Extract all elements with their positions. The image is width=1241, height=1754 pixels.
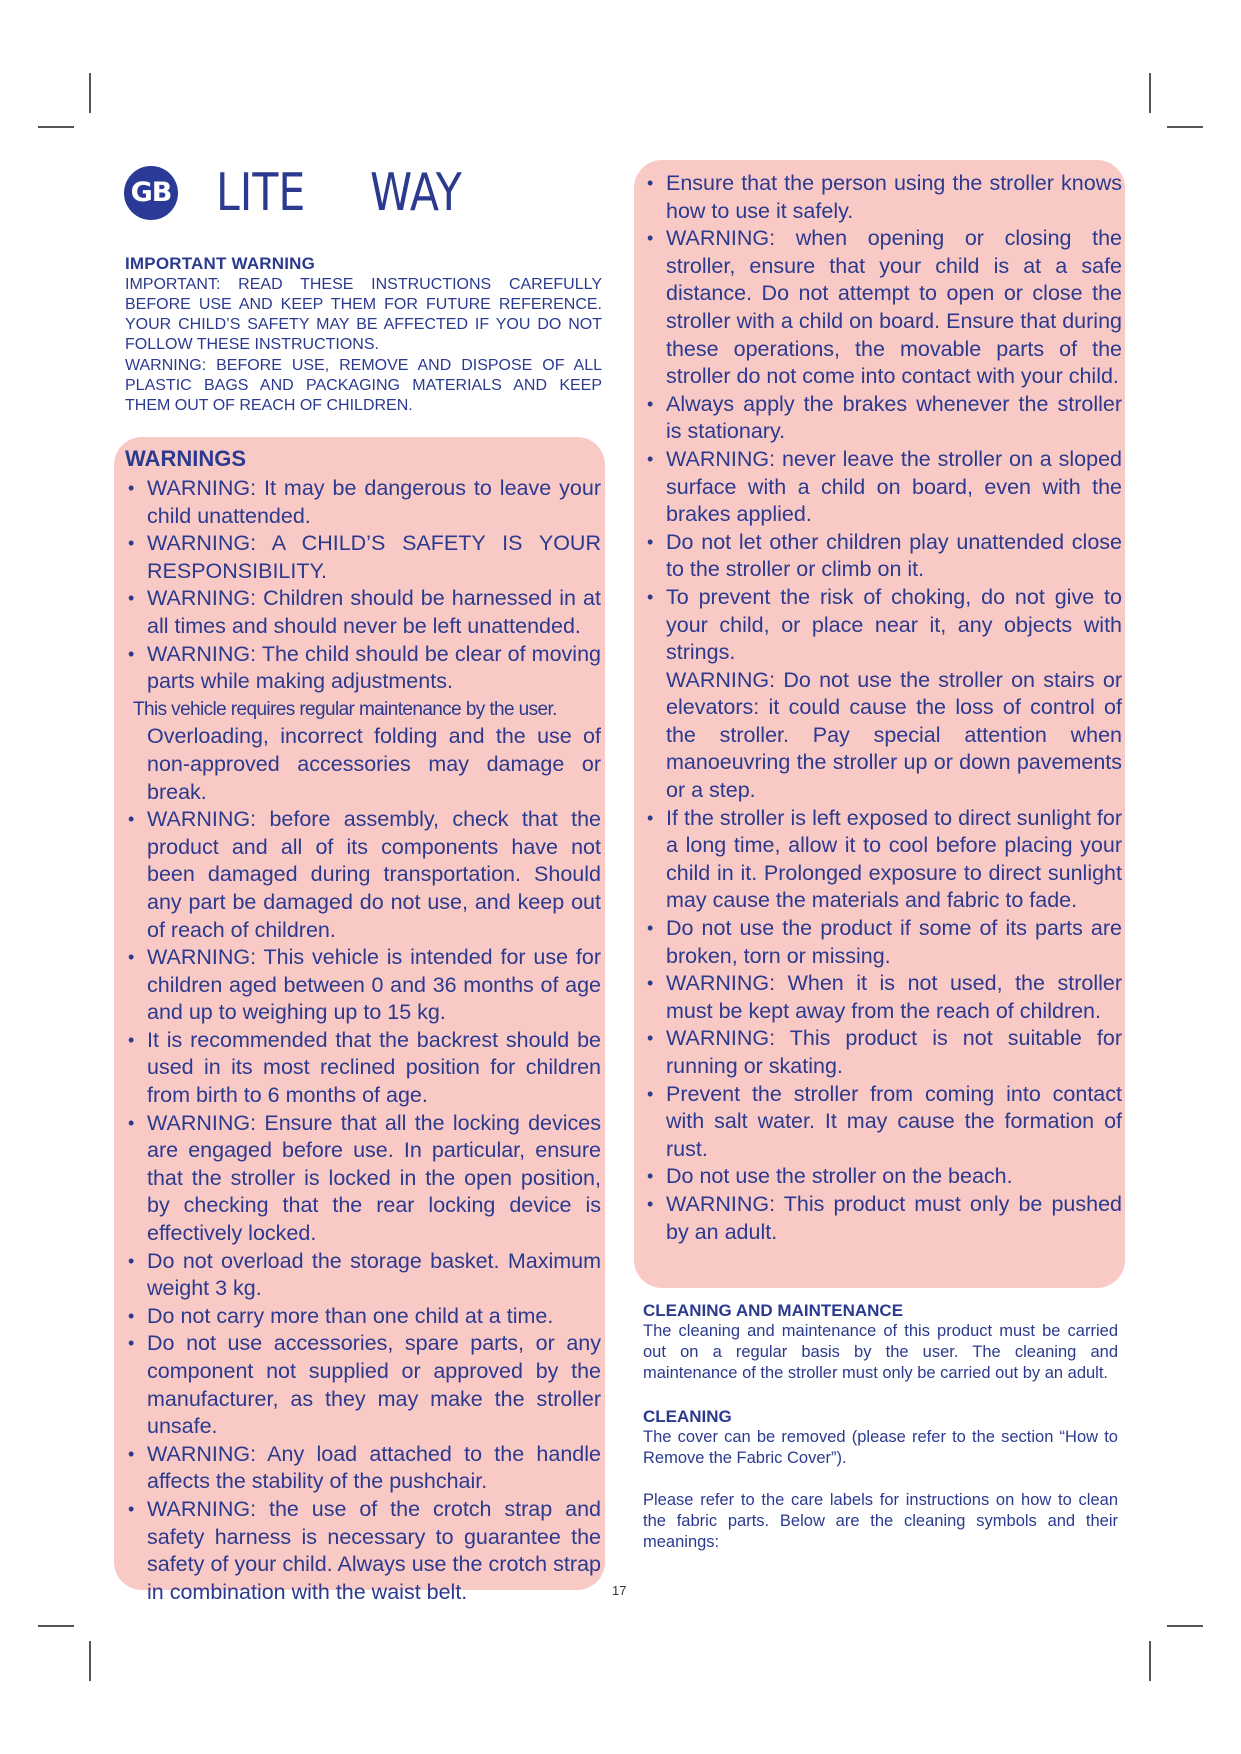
warning-item: • Prevent the stroller from coming into contact with salt water. It may cause the formation of rust. (644, 1081, 1122, 1164)
warning-item: WARNING: Do not use the stroller on stairs or elevators: it could cause the loss of control of the stroller. Pay special attention when manoeuvring the stroller up or down pavements or a step. (666, 667, 1122, 803)
warning-item: • WARNING: when opening or closing the stroller, ensure that your child is at a safe distance. Do not attempt to open or close the stroller with a child on board. Ensure that during these operations, the movable parts of the stroller do not come into contact with your child. (644, 225, 1122, 391)
warnings-box-left (114, 437, 605, 1604)
warning-item: This vehicle requires regular maintenance by the user. (133, 698, 557, 720)
warning-item: • WARNING: never leave the stroller on a sloped surface with a child on board, even with the brakes applied. (644, 446, 1122, 529)
warning-item: • WARNING: When it is not used, the stroller must be kept away from the reach of children. (644, 970, 1122, 1025)
important-warning-heading: IMPORTANT WARNING (125, 254, 316, 273)
important-warning-section (125, 254, 602, 417)
warning-item: • WARNING: before assembly, check that the product and all of its components have not been damaged during transportation. Should any part be damaged do not use, and keep out of reach of children. (125, 806, 601, 944)
warning-item: Overloading, incorrect folding and the use of non-approved accessories may damage or break. (147, 724, 601, 804)
product-title-part1: LITE (216, 163, 306, 223)
warnings-list-right (644, 170, 1122, 1246)
cleaning-text-1: The cover can be removed (please refer to the section “How to Remove the Fabric Cover”). (643, 1428, 1118, 1467)
crop-mark (89, 73, 91, 113)
cleaning-text-2: Please refer to the care labels for instructions on how to clean the fabric parts. Below are the cleaning symbols and their meanings: (643, 1491, 1118, 1551)
product-title-part2: WAY (370, 163, 462, 223)
warning-item: • WARNING: It may be dangerous to leave your child unattended. (125, 475, 601, 530)
warning-item: • WARNING: The child should be clear of moving parts while making adjustments. (125, 641, 601, 696)
important-warning-text-1: IMPORTANT: READ THESE INSTRUCTIONS CAREFULLY BEFORE USE AND KEEP THEM FOR FUTURE REFERENCE. YOUR CHILD’S SAFETY MAY BE AFFECTED IF YOU DO NOT FOLLOW THESE INSTRUCTIONS. (125, 276, 602, 353)
cleaning-maintenance-section (643, 1300, 1118, 1384)
crop-mark (1167, 126, 1203, 128)
crop-mark (1149, 1641, 1151, 1681)
warnings-box-right (634, 160, 1125, 1288)
crop-mark (89, 1641, 91, 1681)
warning-item: • To prevent the risk of choking, do not give to your child, or place near it, any objects with strings. (644, 584, 1122, 667)
crop-mark (1167, 1625, 1203, 1627)
warning-item: • WARNING: This product is not suitable for running or skating. (644, 1025, 1122, 1080)
warning-item: • WARNING: the use of the crotch strap and safety harness is necessary to guarantee the safety of your child. Always use the crotch strap in combination with the waist belt. (125, 1496, 601, 1606)
warning-item: • It is recommended that the backrest should be used in its most reclined position for children from birth to 6 months of age. (125, 1027, 601, 1110)
crop-mark (38, 1625, 74, 1627)
cleaning-maintenance-text: The cleaning and maintenance of this product must be carried out on a regular basis by the user. The cleaning and maintenance of the stroller must only be carried out by an adult. (643, 1322, 1118, 1382)
warnings-list-left (125, 475, 601, 1606)
warning-item: • If the stroller is left exposed to direct sunlight for a long time, allow it to cool before placing your child in it. Prolonged exposure to direct sunlight may cause the materials and fabric to fade. (644, 805, 1122, 915)
warnings-heading: WARNINGS (125, 446, 246, 471)
warning-item: • Always apply the brakes whenever the stroller is stationary. (644, 391, 1122, 446)
warning-item: • WARNING: A CHILD’S SAFETY IS YOUR RESPONSIBILITY. (125, 530, 601, 585)
warning-item: • WARNING: Any load attached to the handle affects the stability of the pushchair. (125, 1441, 601, 1496)
cleaning-maintenance-heading: CLEANING AND MAINTENANCE (643, 1301, 904, 1320)
page-number: 17 (612, 1583, 627, 1598)
warning-item: • WARNING: This product must only be pushed by an adult. (644, 1191, 1122, 1246)
crop-mark (1149, 73, 1151, 113)
warning-item: • Do not use the stroller on the beach. (644, 1163, 1122, 1191)
cleaning-section (643, 1406, 1118, 1553)
warning-item: • WARNING: Ensure that all the locking devices are engaged before use. In particular, ensure that the stroller is locked in the open position, by checking that the rear locking device is effectively locked. (125, 1110, 601, 1248)
important-warning-text-2: WARNING: BEFORE USE, REMOVE AND DISPOSE OF ALL PLASTIC BAGS AND PACKAGING MATERIALS AND KEEP THEM OUT OF REACH OF CHILDREN. (125, 357, 602, 414)
warning-item: • Do not carry more than one child at a time. (125, 1303, 601, 1331)
warning-item: • Ensure that the person using the stroller knows how to use it safely. (644, 170, 1122, 225)
warning-item: • Do not let other children play unattended close to the stroller or climb on it. (644, 529, 1122, 584)
crop-mark (38, 126, 74, 128)
warning-item: • Do not use accessories, spare parts, or any component not supplied or approved by the manufacturer, as they may make the stroller unsafe. (125, 1330, 601, 1440)
warning-item: • WARNING: This vehicle is intended for use for children aged between 0 and 36 months of age and up to weighing up to 15 kg. (125, 944, 601, 1027)
warning-item: • WARNING: Children should be harnessed in at all times and should never be left unattended. (125, 585, 601, 640)
language-badge: GB (124, 166, 178, 220)
warning-item: • Do not use the product if some of its parts are broken, torn or missing. (644, 915, 1122, 970)
cleaning-heading: CLEANING (643, 1407, 732, 1426)
warning-item: • Do not overload the storage basket. Maximum weight 3 kg. (125, 1248, 601, 1303)
